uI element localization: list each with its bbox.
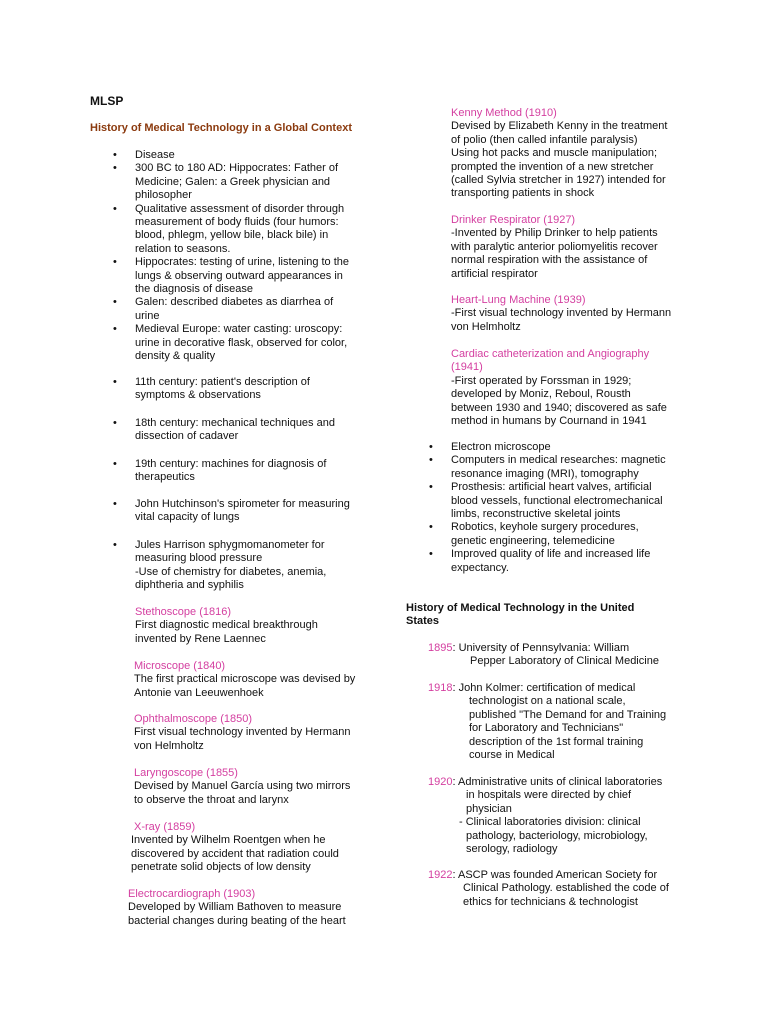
entry-heading: Drinker Respirator (1927) xyxy=(451,214,576,226)
entry-body: The first practical microscope was devised by Antonie van Leeuwenhoek xyxy=(134,673,356,699)
list-item: • Robotics, keyhole surgery procedures, genetic engineering, telemedicine xyxy=(429,521,639,547)
entry-body: Devised by Manuel García using two mirrors to observe the throat and larynx xyxy=(134,780,351,806)
list-item: • Qualitative assessment of disorder through measurement of body fluids (four humors: blood, phlegm, yellow bile, black bile) in relation to seasons. xyxy=(113,202,345,255)
right-bullet-list xyxy=(429,441,691,575)
entry-laryngoscope xyxy=(134,767,350,807)
entry-body: First diagnostic medical breakthrough invented by Rene Laennec xyxy=(135,619,318,645)
left-bullet-list-1 xyxy=(113,149,375,364)
document-title: MLSP xyxy=(90,94,124,108)
list-item: • 19th century: machines for diagnosis of therapeutics xyxy=(113,458,327,484)
us-timeline-item: 1920: Administrative units of clinical laboratories in hospitals were directed by chief physician - Clinical laboratories division: clinical pathology, bacteriology, microbiology, serology, radiology xyxy=(428,776,663,856)
entry-heading: Microscope (1840) xyxy=(134,660,226,672)
list-item: • John Hutchinson's spirometer for measuring vital capacity of lungs xyxy=(113,498,350,524)
entry-stethoscope xyxy=(135,606,318,646)
entry-microscope xyxy=(134,660,355,700)
entry-heading: Stethoscope (1816) xyxy=(135,606,232,618)
entry-body: First visual technology invented by Hermann von Helmholtz xyxy=(134,726,351,752)
list-item: • Computers in medical researches: magnetic resonance imaging (MRI), tomography xyxy=(429,454,666,480)
entry-body: Developed by William Bathoven to measure bacterial changes during beating of the heart xyxy=(128,901,346,927)
entry-body: -First visual technology invented by Hermann von Helmholtz xyxy=(451,307,672,333)
list-item: • 11th century: patient's description of symptoms & observations xyxy=(113,376,310,402)
entry-xray xyxy=(131,821,339,875)
list-item: • Prosthesis: artificial heart valves, artificial blood vessels, functional electromechanical limbs, reconstructive skeletal joints xyxy=(429,481,663,521)
entry-heading: Kenny Method (1910) xyxy=(451,107,557,119)
list-item: • Jules Harrison sphygmomanometer for measuring blood pressure -Use of chemistry for diabetes, anemia, diphtheria and syphilis xyxy=(113,539,327,592)
entry-ophthalmoscope xyxy=(134,713,350,753)
list-item: • 300 BC to 180 AD: Hippocrates: Father of Medicine; Galen: a Greek physician and philosopher xyxy=(113,162,339,202)
entry-heading: Laryngoscope (1855) xyxy=(134,767,238,779)
entry-heading: Heart-Lung Machine (1939) xyxy=(451,294,586,306)
us-timeline-item: 1922: ASCP was founded American Society for Clinical Pathology. established the code of ethics for technicians & technologist xyxy=(428,869,669,908)
us-timeline-item: 1895: University of Pennsylvania: William Pepper Laboratory of Clinical Medicine xyxy=(428,642,659,668)
entry-heading: X-ray (1859) xyxy=(134,821,196,833)
list-item: • Medieval Europe: water casting: uroscopy: urine in decorative flask, observed for color, density & quality xyxy=(113,323,348,363)
entry-drinker-respirator xyxy=(451,214,658,281)
entry-body: -Invented by Philip Drinker to help patients with paralytic anterior poliomyelitis recover normal respiration with the assistance of artificial respirator xyxy=(451,227,658,280)
entry-heading: Electrocardiograph (1903) xyxy=(128,888,256,900)
list-item: • Hippocrates: testing of urine, listening to the lungs & observing outward appearances in the diagnosis of disease xyxy=(113,256,350,296)
entry-heading: Ophthalmoscope (1850) xyxy=(134,713,253,725)
entry-body: Invented by Wilhelm Roentgen when he discovered by accident that radiation could penetrate solid objects of low density xyxy=(131,834,339,874)
entry-kenny-method xyxy=(451,107,667,201)
entry-electrocardiograph xyxy=(128,888,346,928)
list-item: • Disease xyxy=(113,149,175,161)
entry-body: -First operated by Forssman in 1929; developed by Moniz, Reboul, Rousth between 1930 and 1940; discovered as safe method in humans by Cournand in 1941 xyxy=(451,374,667,428)
entry-cardiac-catheterization xyxy=(451,348,667,428)
us-section-heading: History of Medical Technology in the United States xyxy=(406,602,635,628)
entry-heading: Cardiac catheterization and Angiography (1941) xyxy=(451,348,650,374)
list-item: • 18th century: mechanical techniques and dissection of cadaver xyxy=(113,417,335,443)
entry-heart-lung-machine xyxy=(451,294,671,334)
list-item: • Galen: described diabetes as diarrhea of urine xyxy=(113,296,334,322)
entry-body: Devised by Elizabeth Kenny in the treatment of polio (then called infantile paralysis) Using hot packs and muscle manipulation; prompted the invention of a new stretcher (called Sylvia stretcher in 1927) intended for transporting patients in shock xyxy=(451,120,668,200)
section-subtitle: History of Medical Technology in a Global Context xyxy=(90,122,352,134)
us-timeline-item: 1918: John Kolmer: certification of medical technologist on a national scale, published "The Demand for and Training for Laboratory and Technicians" description of the 1st formal training course in Medical xyxy=(428,682,667,762)
list-item: • Improved quality of life and increased life expectancy. xyxy=(429,548,651,574)
list-item: • Electron microscope xyxy=(429,441,551,453)
